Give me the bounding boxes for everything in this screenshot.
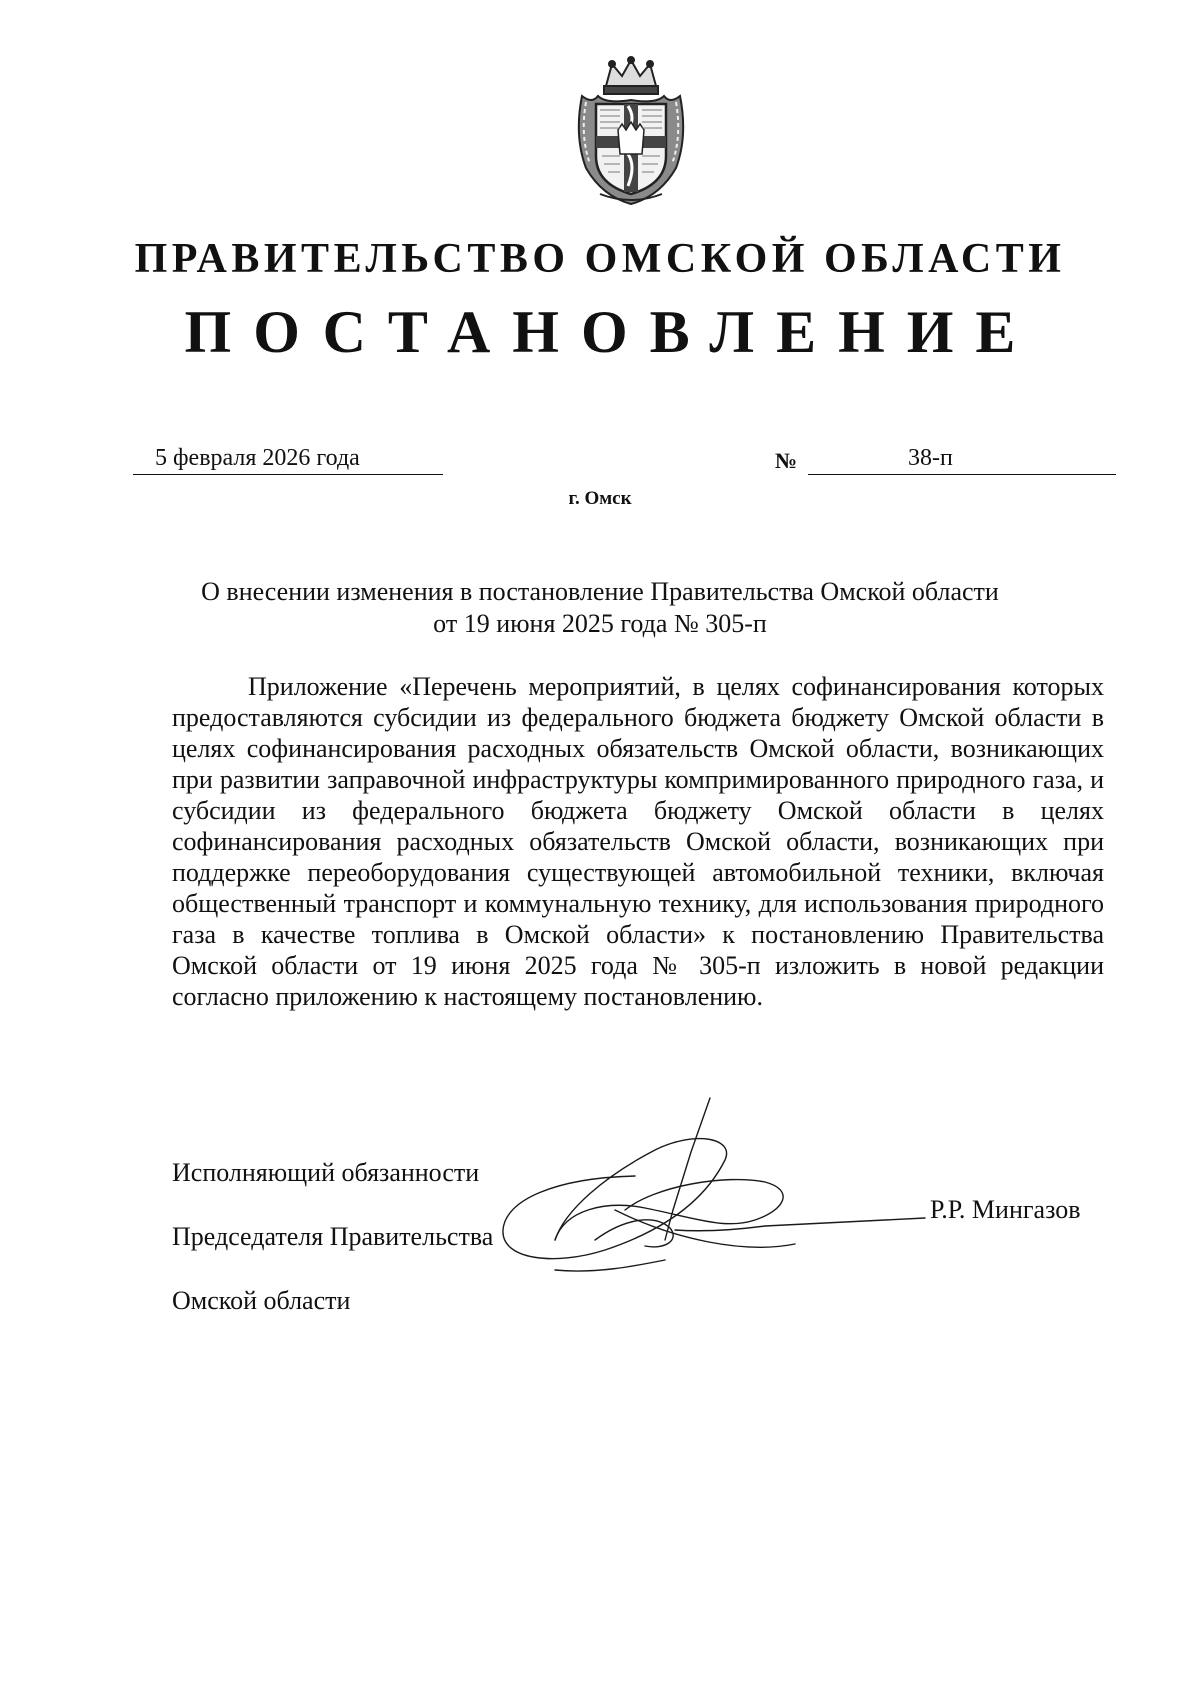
- signer-position-line-2: Председателя Правительства: [172, 1222, 494, 1251]
- document-type-heading: ПОСТАНОВЛЕНИЕ: [184, 299, 1038, 365]
- signer-position-line-3: Омской области: [172, 1286, 351, 1315]
- document-subject: [0, 576, 1200, 640]
- body-paragraph: Приложение «Перечень мероприятий, в целях софинансирования которых предоставляются субсидии из федерального бюджета бюджету Омской области в целях софинансирования расходных обязательств Омской области, возникающих при развитии заправочной инфраструктуры компримированного природного газа, и субсидии из федерального бюджета бюджету Омской области в целях софинансирования расходных обязательств Омской области, возникающих при поддержке переоборудования существующей автомобильной техники, включая общественный транспорт и коммунальную технику, для использования природного газа в качестве топлива в Омской области» к постановлению Правительства Омской области от 19 июня 2025 года № 305-п изложить в новой редакции согласно приложению к настоящему постановлению.: [172, 672, 1104, 1011]
- number-field: [808, 444, 1116, 475]
- signer-position-line-1: Исполняющий обязанности: [172, 1158, 480, 1187]
- document-number: 38-п: [908, 445, 953, 471]
- city-label: г. Омск: [568, 488, 632, 509]
- subject-line-2: от 19 июня 2025 года № 305-п: [433, 609, 767, 638]
- government-name-heading: ПРАВИТЕЛЬСТВО ОМСКОЙ ОБЛАСТИ: [134, 236, 1066, 282]
- handwritten-signature: [495, 1090, 935, 1290]
- number-sign-label: №: [775, 448, 798, 473]
- coat-of-arms-icon: [572, 56, 690, 206]
- signer-position: [172, 1125, 493, 1349]
- subject-line-1: О внесении изменения в постановление Правительства Омской области: [201, 577, 999, 606]
- date-field: [133, 444, 443, 475]
- signer-name: Р.Р. Мингазов: [930, 1195, 1081, 1224]
- document-date: 5 февраля 2026 года: [155, 445, 360, 471]
